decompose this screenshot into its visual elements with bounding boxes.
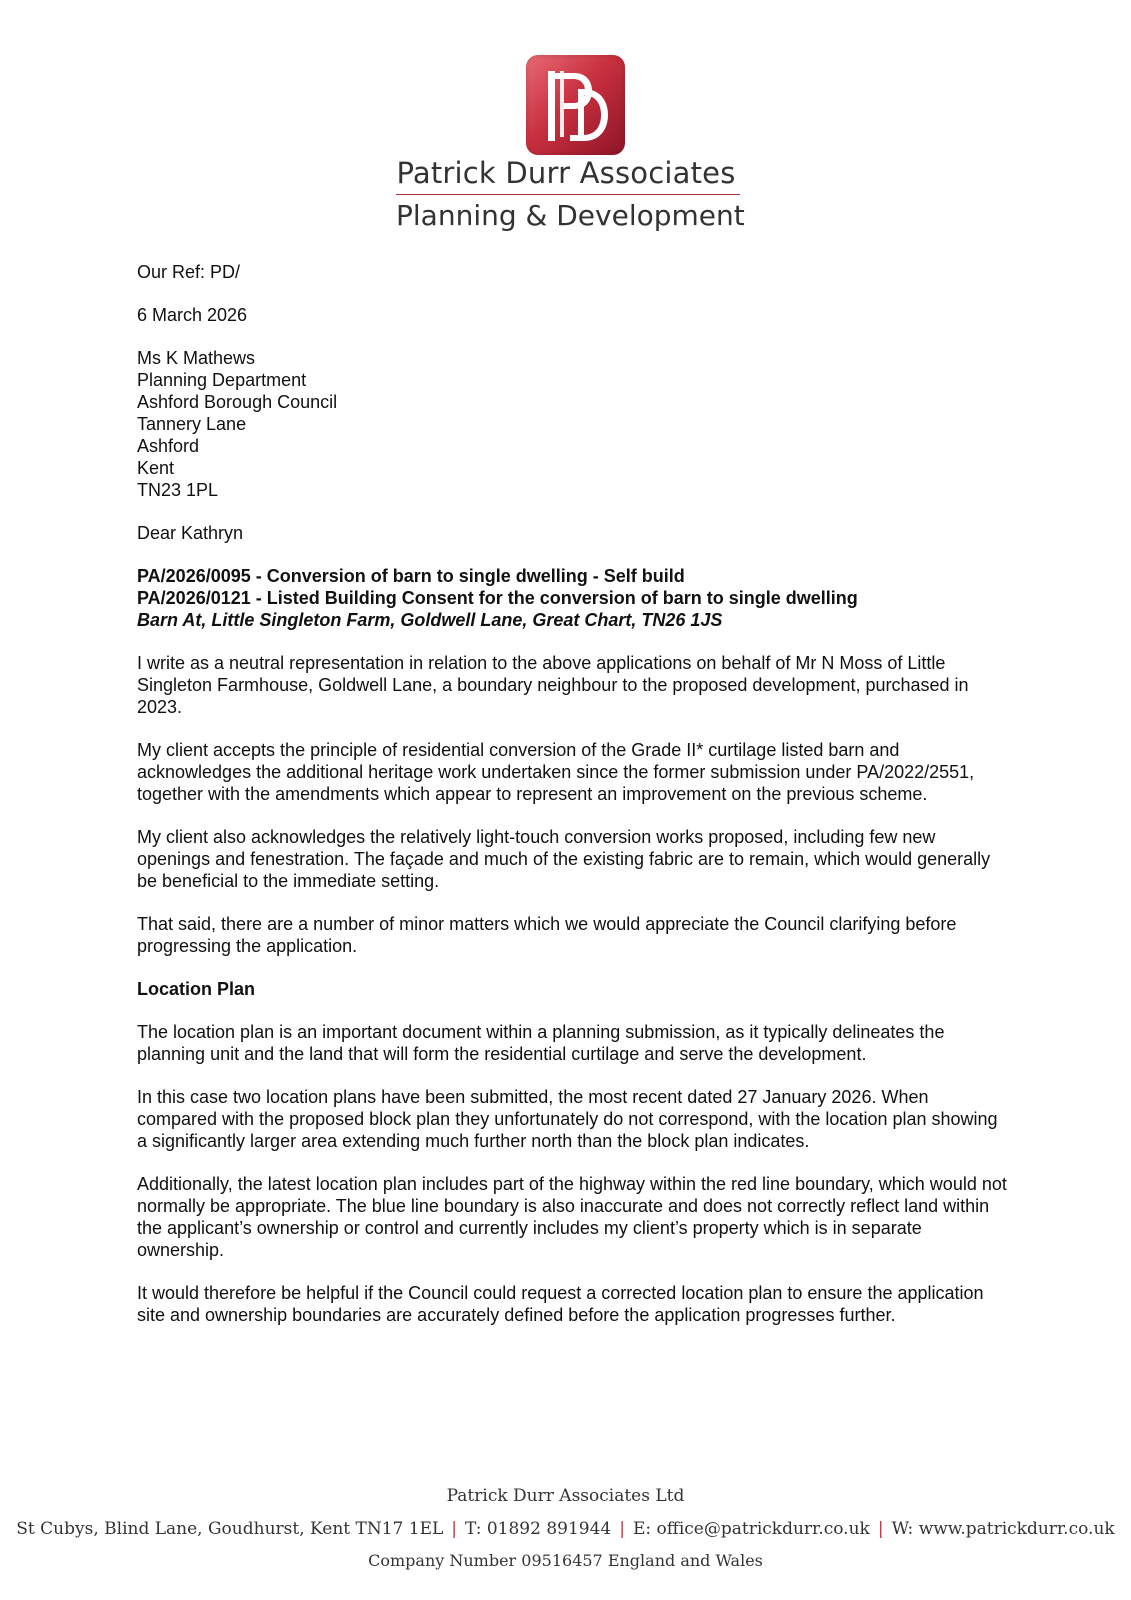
letter-body [137,261,1007,1347]
footer-address: St Cubys, Blind Lane, Goudhurst, Kent TN17 1EL [16,1519,444,1539]
recipient-line: Planning Department [137,370,307,390]
subject-block [137,565,1007,631]
footer-separator: | [451,1519,457,1539]
paragraph: It would therefore be helpful if the Council could request a corrected location plan to ensure the application site and ownership boundaries are accurately defined before the application progresses further. [137,1283,984,1325]
paragraph: The location plan is an important document within a planning submission, as it typically delineates the planning unit and the land that will form the residential curtilage and serve the development. [137,1022,945,1064]
footer-company-name: Patrick Durr Associates Ltd [446,1486,685,1506]
footer-contact [0,1519,1131,1539]
letter-date: 6 March 2026 [137,305,248,325]
subject-line: PA/2026/0121 - Listed Building Consent for the conversion of barn to single dwelling [137,588,858,608]
footer-separator: | [877,1519,884,1539]
recipient-line: Ashford [137,436,200,456]
header-divider [396,194,740,195]
section-heading: Location Plan [137,979,256,999]
recipient-line: Ms K Mathews [137,348,256,368]
recipient-address [137,347,1007,501]
site-address: Barn At, Little Singleton Farm, Goldwell Lane, Great Chart, TN26 1JS [137,610,723,630]
pd-monogram-icon [526,55,625,155]
footer-separator: | [619,1519,625,1539]
paragraph: I write as a neutral representation in relation to the above applications on behalf of Mr N Moss of Little Singleton Farmhouse, Goldwell Lane, a boundary neighbour to the proposed development, purchased in 2023. [137,653,969,717]
recipient-line: Kent [137,458,175,478]
paragraph: My client also acknowledges the relatively light-touch conversion works proposed, including few new openings and fenestration. The façade and much of the existing fabric are to remain, which would generally be beneficial to the immediate setting. [137,827,991,891]
company-tagline: Planning & Development [396,199,745,232]
salutation: Dear Kathryn [137,523,244,543]
subject-line: PA/2026/0095 - Conversion of barn to single dwelling - Self build [137,566,685,586]
footer-website[interactable]: W: www.patrickdurr.co.uk [891,1519,1115,1539]
paragraph: In this case two location plans have been submitted, the most recent dated 27 January 2026. When compared with the proposed block plan they unfortunately do not correspond, with the location plan showing a significantly larger area extending much further north than the block plan indicates. [137,1087,998,1151]
paragraph: That said, there are a number of minor matters which we would appreciate the Council clarifying before progressing the application. [137,914,957,956]
our-ref: Our Ref: PD/ [137,262,241,282]
recipient-line: Ashford Borough Council [137,392,338,412]
company-logo [526,55,625,155]
paragraph: Additionally, the latest location plan includes part of the highway within the red line boundary, which would not normally be appropriate. The blue line boundary is also inaccurate and does not correctly reflect land within the applicant’s ownership or control and currently includes my client’s property which is in separate ownership. [137,1174,1007,1260]
footer-telephone: T: 01892 891944 [465,1519,612,1539]
recipient-line: TN23 1PL [137,480,219,500]
company-name: Patrick Durr Associates [396,156,736,190]
footer-email[interactable]: E: office@patrickdurr.co.uk [632,1519,870,1539]
footer-registration: Company Number 09516457 England and Wales [368,1551,763,1570]
recipient-line: Tannery Lane [137,414,247,434]
paragraph: My client accepts the principle of residential conversion of the Grade II* curtilage listed barn and acknowledges the additional heritage work undertaken since the former submission under PA/2022/2551, together with the amendments which appear to represent an improvement on the previous scheme. [137,740,975,804]
